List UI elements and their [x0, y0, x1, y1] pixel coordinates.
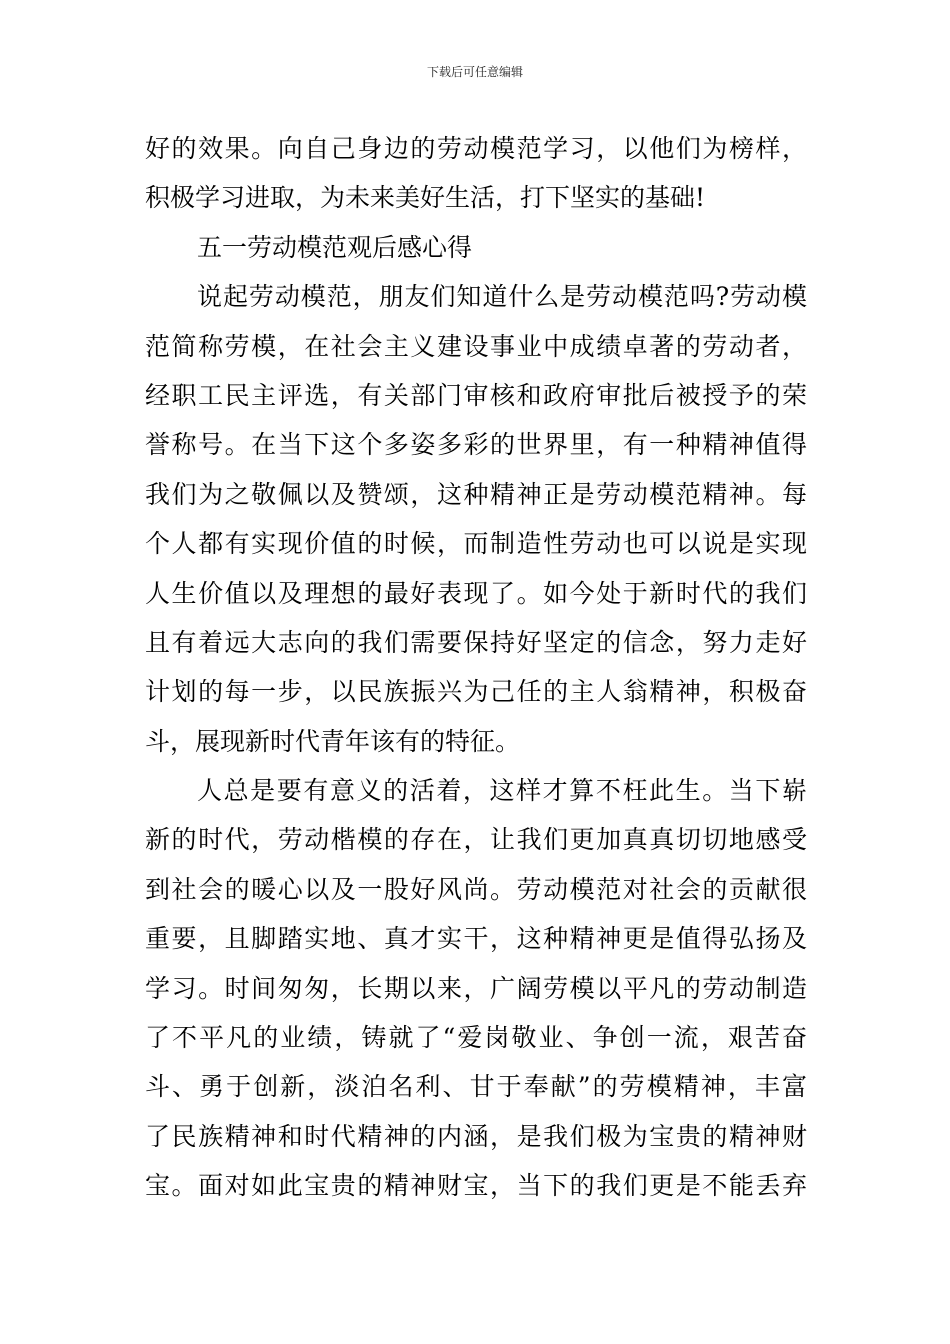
text-line: 人总是要有意义的活着，这样才算不枉此生。当下崭 [197, 776, 807, 806]
text-line: 学习。时间匆匆，长期以来，广阔劳模以平凡的劳动制造 [145, 973, 807, 1003]
text-line: 好的效果。向自己身边的劳动模范学习，以他们为榜样， [145, 134, 807, 163]
text-line: 宝。面对如此宝贵的精神财宝，当下的我们更是不能丢弃 [145, 1171, 807, 1201]
section-title: 五一劳动模范观后感心得 [197, 232, 473, 262]
text-line: 誉称号。在当下这个多姿多彩的世界里，有一种精神值得 [145, 430, 807, 460]
text-line: 斗，展现新时代青年该有的特征。 [145, 726, 521, 756]
text-line: 计划的每一步，以民族振兴为己任的主人翁精神，积极奋 [145, 677, 807, 707]
document-body [145, 124, 807, 1211]
text-line: 说起劳动模范，朋友们知道什么是劳动模范吗?劳动模 [197, 282, 807, 312]
text-line: 斗、勇于创新，淡泊名利、甘于奉献”的劳模精神，丰富 [145, 1072, 807, 1102]
page-header: 下载后可任意编辑 [426, 65, 523, 79]
text-line: 了民族精神和时代精神的内涵，是我们极为宝贵的精神财 [145, 1121, 807, 1151]
text-line: 个人都有实现价值的时候，而制造性劳动也可以说是实现 [145, 529, 807, 559]
text-line: 积极学习进取，为未来美好生活，打下坚实的基础! [145, 183, 706, 213]
text-line: 范简称劳模，在社会主义建设事业中成绩卓著的劳动者， [145, 331, 807, 361]
text-line: 到社会的暖心以及一股好风尚。劳动模范对社会的贡献很 [145, 874, 807, 904]
text-line: 新的时代，劳动楷模的存在，让我们更加真真切切地感受 [145, 825, 807, 855]
text-line: 经职工民主评选，有关部门审核和政府审批后被授予的荣 [145, 380, 807, 410]
text-line: 重要，且脚踏实地、真才实干，这种精神更是值得弘扬及 [145, 924, 807, 954]
text-line: 且有着远大志向的我们需要保持好坚定的信念，努力走好 [145, 627, 807, 657]
text-line: 了不平凡的业绩，铸就了“爱岗敬业、争创一流，艰苦奋 [145, 1023, 807, 1053]
text-line: 我们为之敬佩以及赞颂，这种精神正是劳动模范精神。每 [145, 479, 807, 509]
text-line: 人生价值以及理想的最好表现了。如今处于新时代的我们 [145, 578, 807, 608]
